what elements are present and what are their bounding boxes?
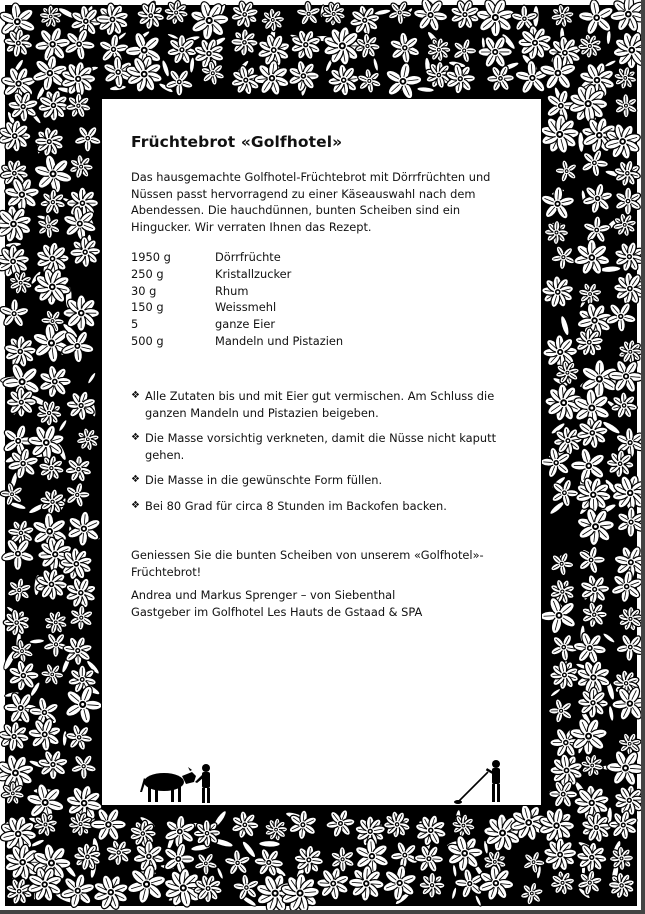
border-flower xyxy=(348,865,384,901)
ingredient-name: Dörrfrüchte xyxy=(215,250,281,264)
ingredient-name: Weissmehl xyxy=(215,300,277,315)
recipe-panel xyxy=(101,98,542,806)
border-flower xyxy=(193,819,220,846)
border-flower xyxy=(6,387,36,417)
instruction-step xyxy=(131,498,511,515)
border-flower xyxy=(261,8,285,32)
ingredient-quantity: 30 g xyxy=(131,283,157,298)
recipe-title: Früchtebrot «Golfhotel» xyxy=(131,133,343,151)
border-flower xyxy=(70,236,101,267)
ingredient-quantity: 150 g xyxy=(131,300,164,315)
ingredient-row xyxy=(131,299,343,316)
instruction-text: Die Masse in die gewünschte Form füllen. xyxy=(145,473,383,487)
page-edge-right xyxy=(641,0,645,914)
signature-names: Andrea und Markus Sprenger – von Siebenthal xyxy=(131,588,396,602)
ingredient-quantity: 250 g xyxy=(131,266,164,281)
ingredient-row xyxy=(131,249,343,266)
instruction-text: Alle Zutaten bis und mit Eier gut vermischen. Am Schluss die ganzen Mandeln und Pistazien beigeben. xyxy=(145,389,495,420)
golfer-silhouette xyxy=(450,758,510,806)
ingredient-list xyxy=(131,249,343,350)
instruction-text: Bei 80 Grad für circa 8 Stunden im Backofen backen. xyxy=(145,498,447,513)
ingredient-row xyxy=(131,283,343,300)
border-flower xyxy=(231,29,259,57)
ingredient-name: ganze Eier xyxy=(215,317,276,332)
border-flower xyxy=(577,687,608,718)
diamond-bullet-icon: ❖ xyxy=(131,499,140,511)
border-flower xyxy=(544,220,568,244)
ingredient-row xyxy=(131,333,343,350)
instruction-text: Die Masse vorsichtig verkneten, damit die Nüsse nicht kaputt gehen. xyxy=(145,431,497,462)
instruction-step xyxy=(131,472,511,489)
diamond-bullet-icon: ❖ xyxy=(131,390,140,401)
closing-text: Geniessen Sie die bunten Scheiben von unserem «Golfhotel»-Früchtebrot! xyxy=(131,548,484,579)
signature-block xyxy=(131,587,521,620)
ingredient-quantity: 5 xyxy=(131,317,139,332)
ingredient-name: Rhum xyxy=(215,283,249,298)
ingredient-name: Mandeln und Pistazien xyxy=(215,333,344,348)
border-flower xyxy=(609,846,633,870)
instruction-step xyxy=(131,430,511,463)
border-flower xyxy=(419,872,445,898)
ingredient-quantity: 500 g xyxy=(131,333,164,348)
ingredient-quantity: 1950 g xyxy=(131,250,171,264)
intro-paragraph: Das hausgemachte Golfhotel-Früchtebrot mit Dörrfrüchten und Nüssen passt hervorragend zu einer Käseauswahl nach dem Abendessen. Die hauchdünnen, bunten Scheiben sind ein Hingucker. Wir verraten Ihnen das Rezept. xyxy=(131,170,491,234)
border-flower xyxy=(606,450,634,478)
diamond-bullet-icon: ❖ xyxy=(131,432,140,443)
instruction-step xyxy=(131,388,511,421)
ingredient-row xyxy=(131,316,343,333)
instruction-list xyxy=(131,388,511,523)
diamond-bullet-icon: ❖ xyxy=(131,474,140,485)
page-edge-bottom xyxy=(0,910,645,914)
ingredient-row xyxy=(131,266,343,283)
border-flower xyxy=(63,295,99,331)
border-leaf xyxy=(259,840,281,847)
ingredient-name: Kristallzucker xyxy=(215,266,292,281)
signature-hotel: Gastgeber im Golfhotel Les Hauts de Gstaad & SPA xyxy=(131,604,423,619)
farmer-cow-silhouette xyxy=(140,758,220,806)
